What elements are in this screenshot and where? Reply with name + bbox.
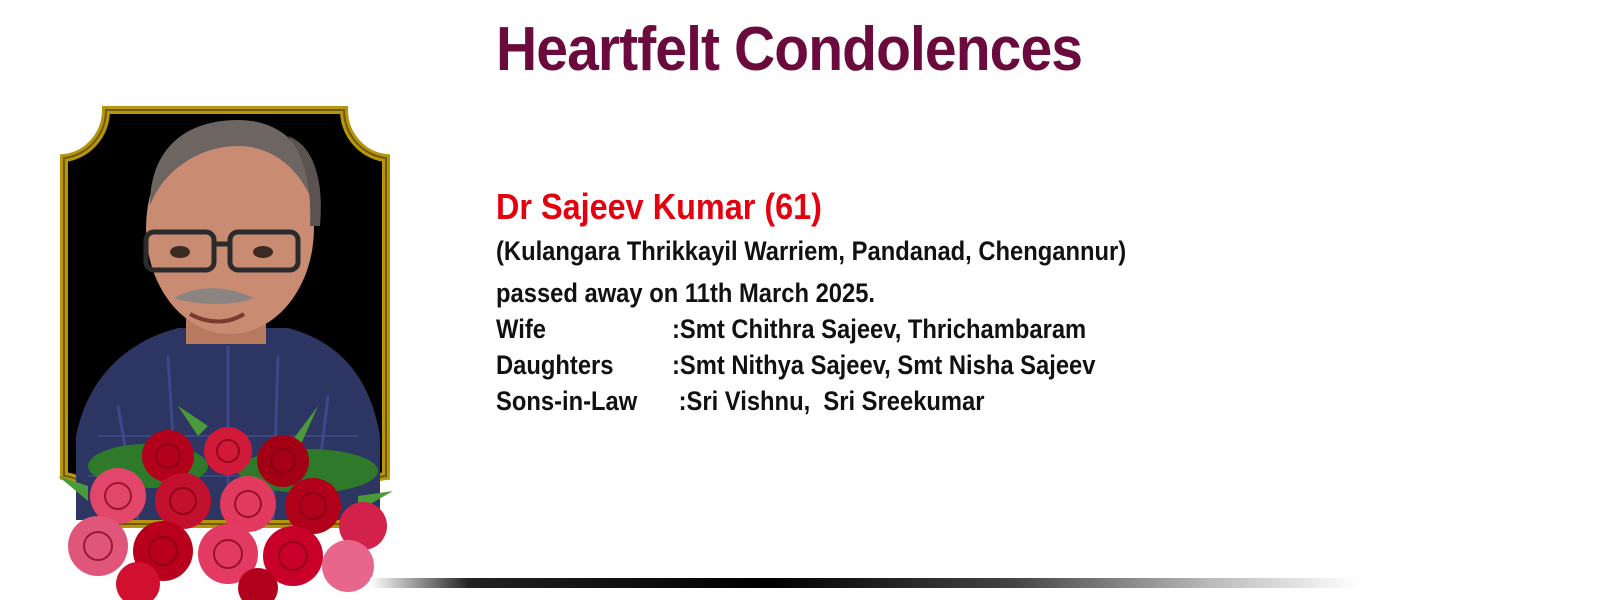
address-line: (Kulangara Thrikkayil Warriem, Pandanad, Chengannur) xyxy=(496,236,1127,266)
relative-value: :Sri Vishnu, Sri Sreekumar xyxy=(672,386,985,416)
relative-row-sons-in-law xyxy=(496,386,985,417)
relative-label: Wife xyxy=(496,314,546,344)
relative-value: :Smt Nithya Sajeev, Smt Nisha Sajeev xyxy=(672,350,1096,380)
memorial-portrait xyxy=(58,106,398,600)
relative-label: Daughters xyxy=(496,350,614,380)
bottom-divider xyxy=(370,578,1360,588)
portrait-frame-graphic xyxy=(58,106,398,600)
relative-label: Sons-in-Law xyxy=(496,386,638,416)
relative-row-wife xyxy=(496,314,1086,345)
relative-row-daughters xyxy=(496,350,1095,381)
page-title: Heartfelt Condolences xyxy=(496,15,1083,84)
passing-date-line: passed away on 11th March 2025. xyxy=(496,278,876,308)
relative-value: :Smt Chithra Sajeev, Thrichambaram xyxy=(672,314,1087,344)
deceased-name: Dr Sajeev Kumar (61) xyxy=(496,186,822,227)
